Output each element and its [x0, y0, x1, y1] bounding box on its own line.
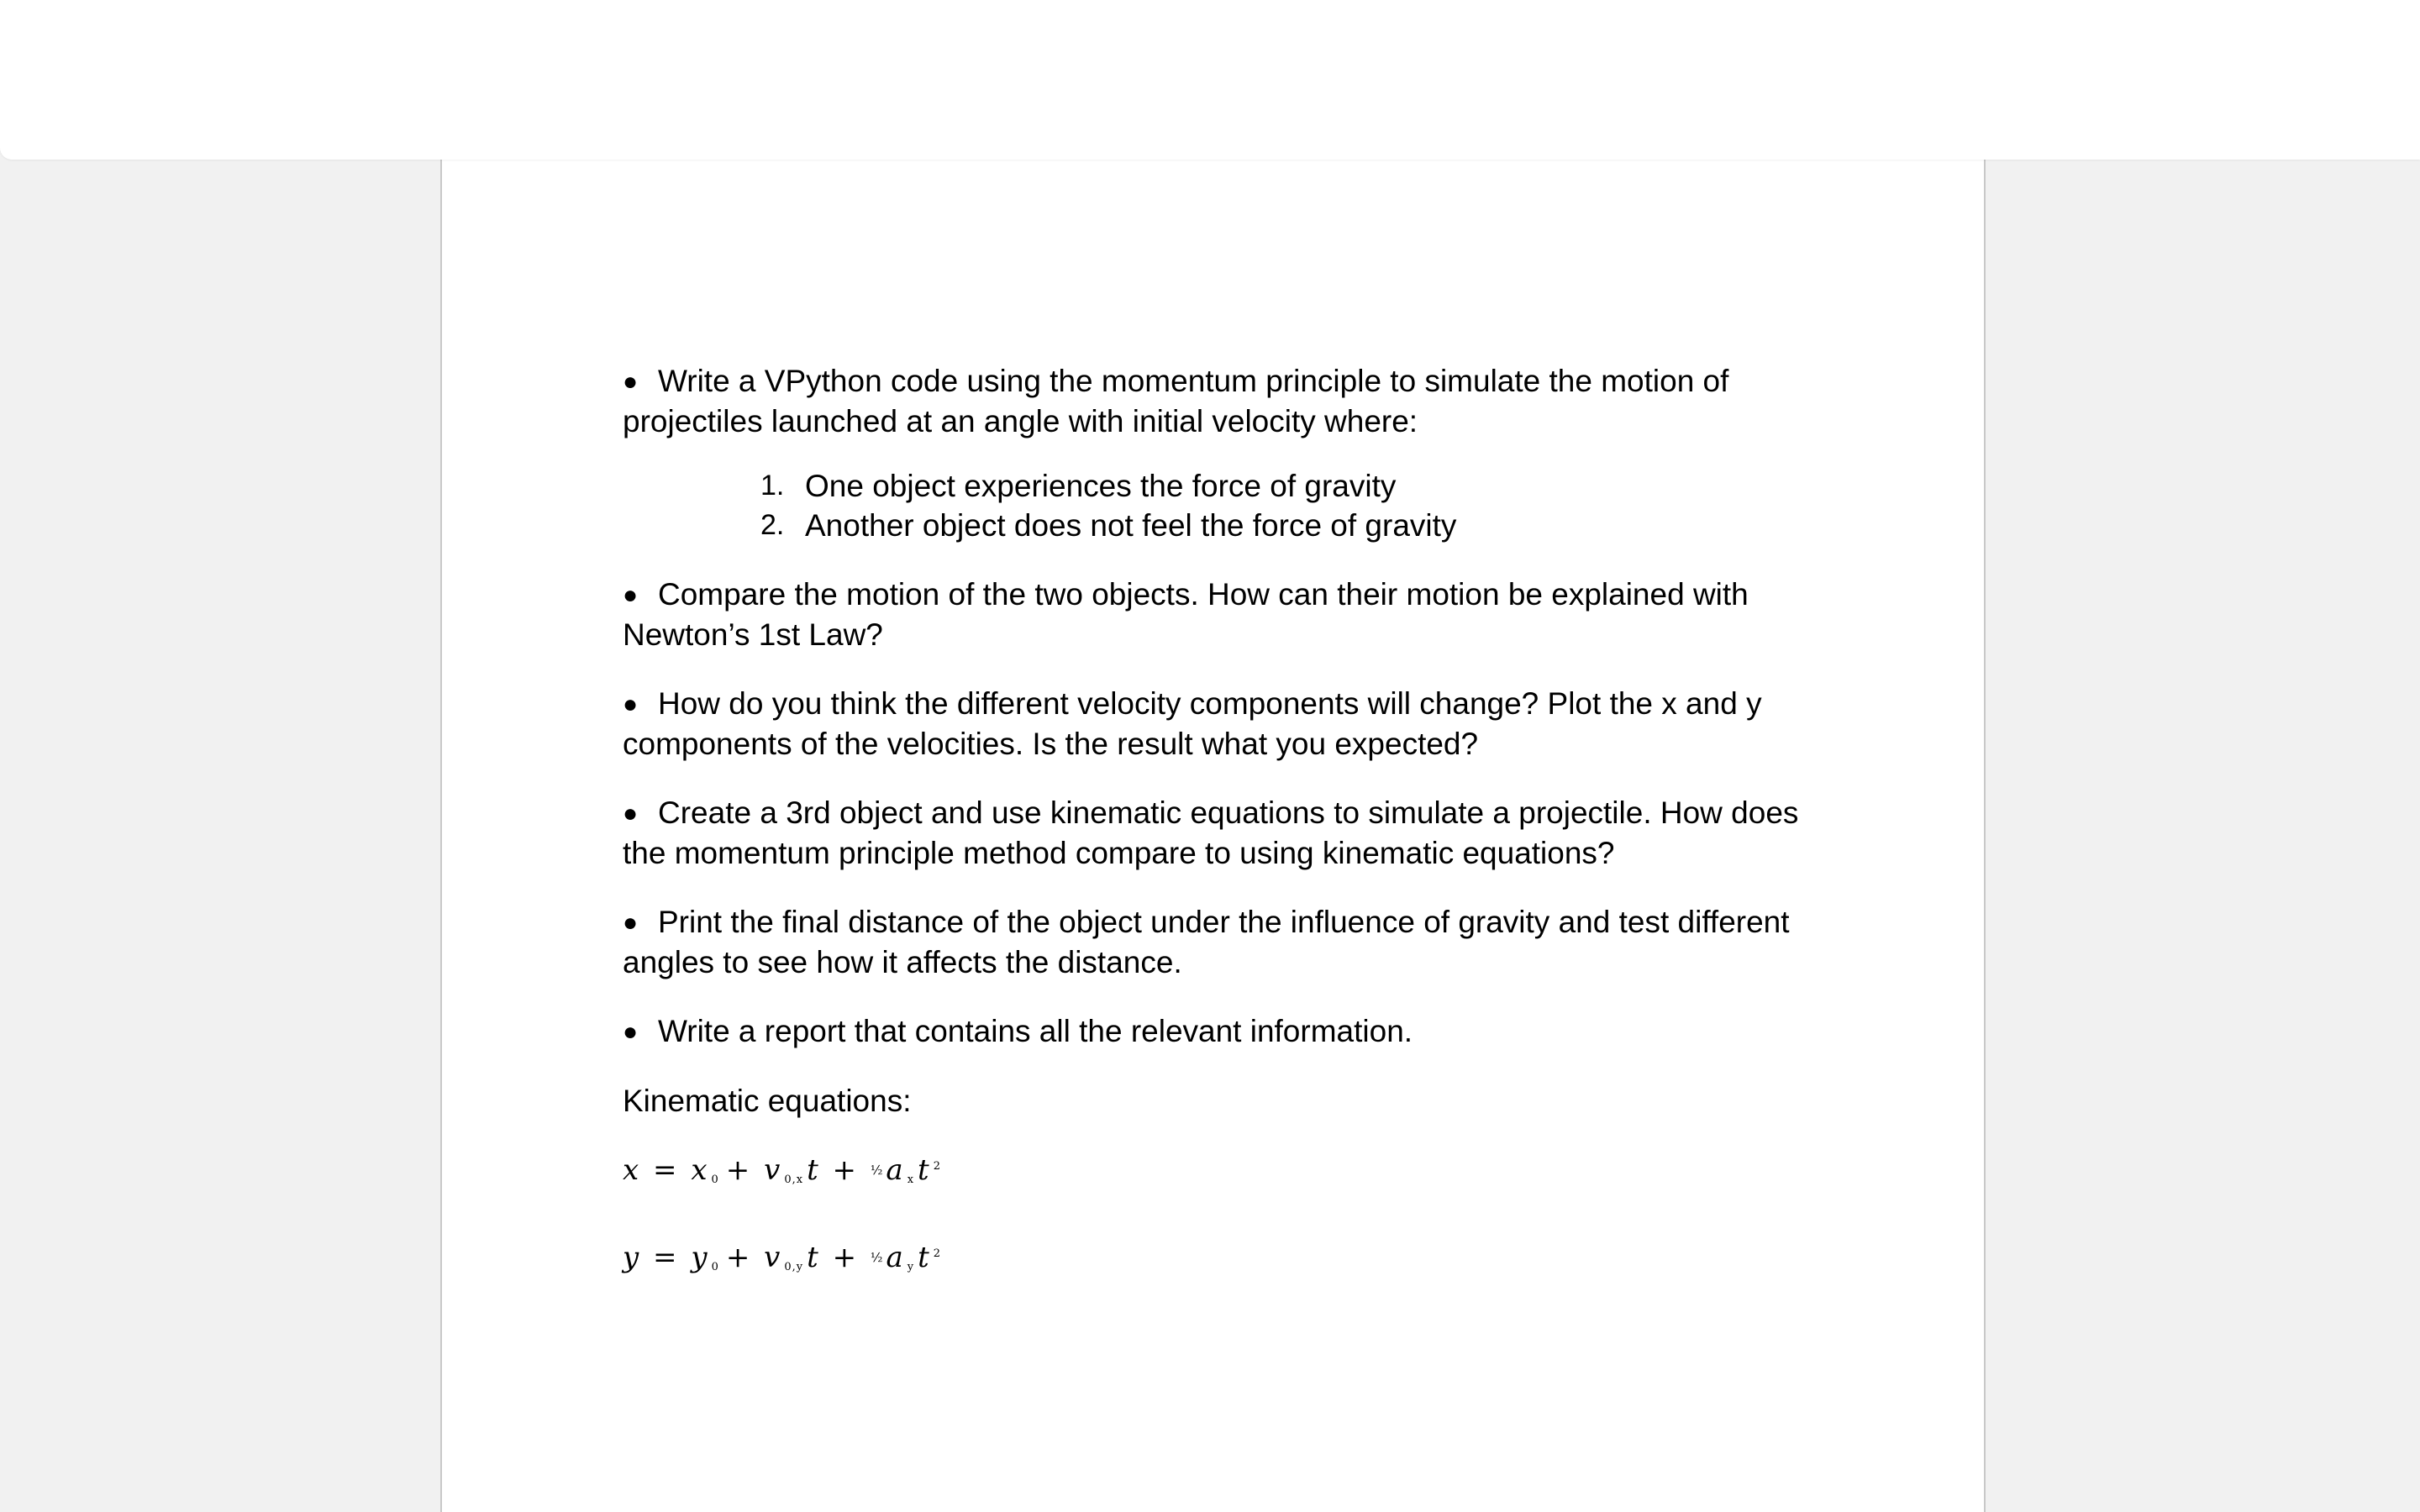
eq-time-sq: t — [918, 1153, 930, 1187]
bullet-text: Create a 3rd object and use kinematic equations to simulate a projectile. How does the momentum principle method compare to using kinematic equations? — [623, 795, 1799, 870]
bullet-paragraph-1 — [623, 361, 1799, 441]
equation-y — [623, 1237, 1799, 1284]
eq-time: t — [807, 1241, 819, 1274]
eq-initial-sub: 0 — [711, 1173, 719, 1186]
eq-initial-var: x — [691, 1153, 708, 1187]
eq-accel-sub: x — [907, 1173, 915, 1186]
bullet-text: How do you think the different velocity components will change? Plot the x and y components of the velocities. Is the result what you expected? — [623, 686, 1762, 761]
bullet-text: Print the final distance of the object under the influence of gravity and test different angles to see how it affects the distance. — [623, 905, 1790, 979]
bullet-icon: ● — [623, 800, 639, 827]
list-item-text: One object experiences the force of gravity — [805, 469, 1397, 503]
eq-lhs: y — [623, 1241, 640, 1274]
eq-equals: = — [653, 1241, 678, 1274]
eq-half: ½ — [870, 1163, 884, 1178]
list-item-number: 1. — [760, 470, 785, 501]
bullet-icon: ● — [623, 368, 639, 396]
eq-accel: a — [886, 1241, 904, 1274]
bullet-icon: ● — [623, 909, 639, 937]
eq-initial-sub: 0 — [711, 1261, 719, 1273]
bullet-text: Write a report that contains all the relevant information. — [658, 1014, 1413, 1048]
eq-plus: + — [725, 1241, 751, 1274]
bullet-text: Write a VPython code using the momentum principle to simulate the motion of projectiles launched at an angle with initial velocity where: — [623, 364, 1729, 438]
eq-equals: = — [653, 1153, 678, 1187]
eq-plus: + — [725, 1153, 751, 1187]
list-item-number: 2. — [760, 509, 785, 541]
eq-accel: a — [886, 1153, 904, 1187]
eq-accel-sub: y — [907, 1261, 915, 1273]
eq-velocity: v — [764, 1153, 781, 1187]
bullet-text: Compare the motion of the two objects. How can their motion be explained with Newton’s 1st Law? — [623, 577, 1749, 652]
eq-square: 2 — [933, 1160, 941, 1173]
bullet-paragraph-4 — [623, 793, 1799, 873]
top-toolbar — [0, 0, 2420, 160]
eq-time: t — [807, 1153, 819, 1187]
list-item — [623, 466, 1799, 506]
eq-lhs: x — [623, 1153, 640, 1187]
eq-velocity-sub: 0,y — [784, 1261, 804, 1273]
eq-plus: + — [832, 1153, 858, 1187]
list-item-text: Another object does not feel the force of gravity — [805, 508, 1457, 543]
list-item — [623, 506, 1799, 545]
eq-half: ½ — [870, 1250, 884, 1265]
eq-velocity-sub: 0,x — [784, 1173, 804, 1186]
eq-plus: + — [832, 1241, 858, 1274]
bullet-icon: ● — [623, 690, 639, 718]
bullet-paragraph-2 — [623, 575, 1799, 654]
document-page[interactable] — [440, 160, 1986, 1512]
eq-time-sq: t — [918, 1241, 930, 1274]
document-body[interactable] — [623, 361, 1799, 1325]
bullet-paragraph-3 — [623, 684, 1799, 764]
eq-initial-var: y — [691, 1241, 708, 1274]
bullet-icon: ● — [623, 1018, 639, 1046]
eq-velocity: v — [764, 1241, 781, 1274]
equation-x — [623, 1150, 1799, 1197]
kinematic-heading: Kinematic equations: — [623, 1084, 912, 1118]
eq-square: 2 — [933, 1247, 942, 1260]
bullet-paragraph-6 — [623, 1011, 1799, 1052]
numbered-list — [623, 466, 1799, 545]
bullet-paragraph-5 — [623, 902, 1799, 982]
bullet-icon: ● — [623, 581, 639, 609]
